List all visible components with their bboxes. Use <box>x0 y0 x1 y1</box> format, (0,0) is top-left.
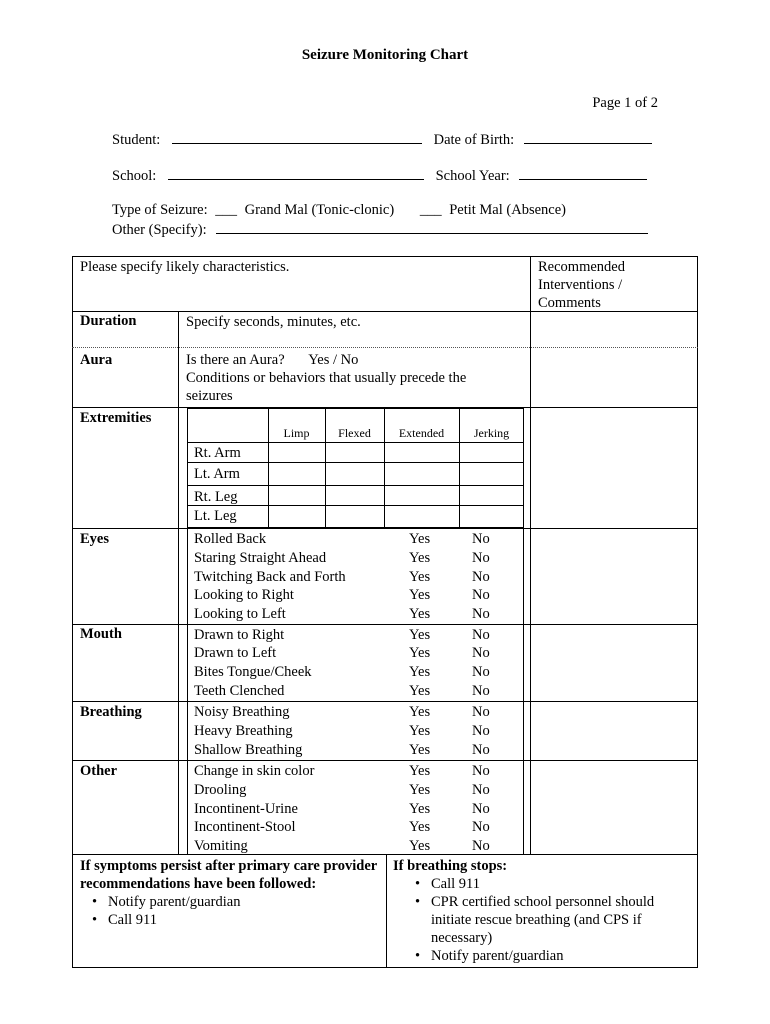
school-row <box>112 166 647 185</box>
dob-field[interactable] <box>524 130 652 144</box>
extremities-label: Extremities <box>80 410 152 426</box>
no-option[interactable]: No <box>472 723 490 739</box>
no-option[interactable]: No <box>472 763 490 779</box>
header-left: Please specify likely characteristics. <box>80 259 290 275</box>
breathing-item-1: Noisy Breathing <box>194 704 290 720</box>
breathing-label: Breathing <box>80 704 142 720</box>
aura-description-2: seizures <box>186 388 233 404</box>
breathing-right-line <box>523 701 524 760</box>
dob-label: Date of Birth: <box>433 132 515 148</box>
list-item: • Call 911 <box>82 911 380 929</box>
yes-option[interactable]: Yes <box>409 782 431 798</box>
no-option[interactable]: No <box>472 664 490 680</box>
yes-option[interactable]: Yes <box>409 569 431 585</box>
eyes-right-line <box>523 528 524 624</box>
petit-mal-label: Petit Mal (Absence) <box>449 202 566 218</box>
footer-left-list <box>82 893 380 929</box>
footer-right-list <box>405 875 693 965</box>
header-right: Recommended Interventions / Comments <box>538 259 625 311</box>
other-divider <box>72 854 698 855</box>
yes-option[interactable]: Yes <box>409 531 431 547</box>
eyes-item-5: Looking to Left <box>194 606 286 622</box>
footer-left <box>80 857 380 929</box>
seizure-type-label: Type of Seizure: <box>112 202 208 218</box>
comments-column-divider <box>530 256 531 854</box>
mouth-label: Mouth <box>80 626 122 642</box>
eyes-item-3: Twitching Back and Forth <box>194 569 346 585</box>
seizure-type-row <box>112 202 566 219</box>
ext-row-rt-arm: Rt. Arm <box>194 445 241 461</box>
list-item: • Notify parent/guardian <box>82 893 380 911</box>
yes-option[interactable]: Yes <box>409 763 431 779</box>
mouth-item-3: Bites Tongue/Cheek <box>194 664 312 680</box>
duration-text: Specify seconds, minutes, etc. <box>186 314 361 330</box>
breathing-item-3: Shallow Breathing <box>194 742 303 758</box>
yes-option[interactable]: Yes <box>409 742 431 758</box>
label-column-divider <box>178 311 179 854</box>
aura-description-1: Conditions or behaviors that usually precede the <box>186 370 467 386</box>
ext-header-line <box>187 442 524 443</box>
no-option[interactable]: No <box>472 606 490 622</box>
grand-mal-label: Grand Mal (Tonic-clonic) <box>244 202 395 218</box>
ext-col-extended: Extended <box>398 426 445 440</box>
aura-question-row <box>186 351 358 369</box>
duration-divider <box>72 347 698 348</box>
no-option[interactable]: No <box>472 838 490 854</box>
ext-col-flexed: Flexed <box>338 426 371 440</box>
no-option[interactable]: No <box>472 627 490 643</box>
student-field[interactable] <box>172 130 422 144</box>
no-option[interactable]: No <box>472 587 490 603</box>
student-label: Student: <box>112 132 161 148</box>
yes-option[interactable]: Yes <box>409 683 431 699</box>
page-title: Seizure Monitoring Chart <box>301 47 469 63</box>
eyes-divider <box>72 624 698 625</box>
eyes-item-1: Rolled Back <box>194 531 267 547</box>
ext-row-line-3 <box>187 505 524 506</box>
page-number: Page 1 of 2 <box>592 95 658 111</box>
no-option[interactable]: No <box>472 569 490 585</box>
breathing-left-line <box>187 701 188 760</box>
eyes-left-line <box>187 528 188 624</box>
school-field[interactable] <box>168 166 424 180</box>
ext-row-lt-arm: Lt. Arm <box>194 466 240 482</box>
ext-row-rt-leg: Rt. Leg <box>194 489 238 505</box>
no-option[interactable]: No <box>472 704 490 720</box>
no-option[interactable]: No <box>472 742 490 758</box>
school-year-label: School Year: <box>435 168 510 184</box>
list-item: • Call 911 <box>405 875 693 893</box>
list-item: • Notify parent/guardian <box>405 947 693 965</box>
mouth-divider <box>72 701 698 702</box>
mouth-item-2: Drawn to Left <box>194 645 277 661</box>
footer-right <box>393 857 693 965</box>
other-specify-field[interactable] <box>216 220 648 234</box>
eyes-item-2: Staring Straight Ahead <box>194 550 327 566</box>
student-row <box>112 130 652 149</box>
no-option[interactable]: No <box>472 645 490 661</box>
eyes-item-4: Looking to Right <box>194 587 294 603</box>
ext-col-limp: Limp <box>283 426 310 440</box>
duration-label: Duration <box>80 313 137 329</box>
other-item-2: Drooling <box>194 782 247 798</box>
eyes-label: Eyes <box>80 531 109 547</box>
footer-divider <box>386 854 387 968</box>
mouth-item-4: Teeth Clenched <box>194 683 285 699</box>
yes-option[interactable]: Yes <box>409 723 431 739</box>
no-option[interactable]: No <box>472 819 490 835</box>
yes-option[interactable]: Yes <box>409 801 431 817</box>
no-option[interactable]: No <box>472 782 490 798</box>
aura-question: Is there an Aura? <box>186 352 285 368</box>
other-right-line <box>523 760 524 854</box>
no-option[interactable]: No <box>472 550 490 566</box>
mouth-right-line <box>523 624 524 701</box>
yes-option[interactable]: Yes <box>409 627 431 643</box>
other-item-3: Incontinent-Urine <box>194 801 298 817</box>
yes-option[interactable]: Yes <box>409 587 431 603</box>
mouth-left-line <box>187 624 188 701</box>
school-year-field[interactable] <box>519 166 647 180</box>
no-option[interactable]: No <box>472 801 490 817</box>
header-divider <box>72 311 698 312</box>
other-left-line <box>187 760 188 854</box>
breathing-item-2: Heavy Breathing <box>194 723 293 739</box>
other-item-5: Vomiting <box>194 838 248 854</box>
yes-option[interactable]: Yes <box>409 819 431 835</box>
list-item: • CPR certified school personnel should initiate rescue breathing (and CPS if necessary) <box>405 893 693 947</box>
petit-mal-blank[interactable]: ___ <box>419 202 442 218</box>
aura-label: Aura <box>80 352 113 368</box>
ext-row-line-1 <box>187 462 524 463</box>
no-option[interactable]: No <box>472 683 490 699</box>
ext-row-lt-leg: Lt. Leg <box>194 508 237 524</box>
extremities-divider <box>72 528 698 529</box>
yes-option[interactable]: Yes <box>409 645 431 661</box>
yes-option[interactable]: Yes <box>409 550 431 566</box>
other-type-row <box>112 220 648 239</box>
school-label: School: <box>112 168 157 184</box>
yes-option[interactable]: Yes <box>409 704 431 720</box>
other-item-1: Change in skin color <box>194 763 315 779</box>
footer-left-heading: If symptoms persist after primary care provider recommendations have been followed: <box>80 858 377 892</box>
ext-col-jerking: Jerking <box>473 426 510 440</box>
footer-right-heading: If breathing stops: <box>393 858 508 874</box>
other-item-4: Incontinent-Stool <box>194 819 296 835</box>
ext-row-line-2 <box>187 485 524 486</box>
aura-yes-no[interactable]: Yes / No <box>308 352 359 368</box>
yes-option[interactable]: Yes <box>409 664 431 680</box>
other-label: Other <box>80 763 118 779</box>
no-option[interactable]: No <box>472 531 490 547</box>
breathing-divider <box>72 760 698 761</box>
yes-option[interactable]: Yes <box>409 606 431 622</box>
yes-option[interactable]: Yes <box>409 838 431 854</box>
mouth-item-1: Drawn to Right <box>194 627 285 643</box>
grand-mal-blank[interactable]: ___ <box>215 202 237 218</box>
other-specify-label: Other (Specify): <box>112 222 207 238</box>
